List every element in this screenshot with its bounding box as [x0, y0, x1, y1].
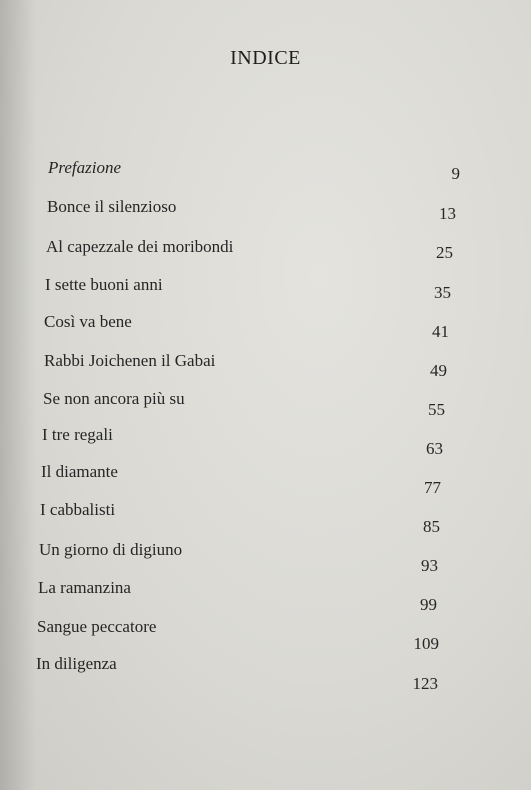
toc-entry-title: I sette buoni anni: [45, 275, 163, 294]
toc-entry-title: Un giorno di digiuno: [39, 540, 183, 559]
toc-entry-title: I cabbalisti: [40, 500, 116, 519]
toc-entry-page: 9: [451, 164, 460, 183]
toc-entry-title: Al capezzale dei moribondi: [46, 237, 234, 256]
toc-entry-title: Così va bene: [44, 312, 132, 331]
toc-entry-title: Prefazione: [48, 158, 122, 177]
toc-entry-page: 63: [426, 439, 443, 458]
toc-entry-title: I tre regali: [42, 425, 113, 444]
toc-entry-page: 93: [421, 556, 438, 575]
toc-entry-page: 55: [428, 400, 445, 419]
toc-entry-page: 77: [424, 478, 441, 497]
toc-entry-page: 109: [413, 634, 439, 653]
toc-entry-title: Se non ancora più su: [43, 389, 185, 408]
toc-entry-page: 49: [430, 361, 447, 380]
toc-entry-title: Il diamante: [41, 462, 118, 481]
toc-entry-page: 25: [436, 243, 453, 262]
toc-entry-title: Bonce il silenzioso: [47, 197, 177, 216]
toc-entry-page: 85: [423, 517, 440, 536]
toc-entry-title: La ramanzina: [38, 578, 131, 597]
page-title: INDICE: [230, 47, 301, 69]
toc-entry-page: 13: [439, 204, 456, 223]
toc-entry-page: 41: [432, 322, 449, 341]
toc-entry-title: Rabbi Joichenen il Gabai: [44, 351, 216, 370]
toc-entry-title: Sangue peccatore: [37, 617, 157, 636]
toc-entry-title: In diligenza: [36, 654, 117, 673]
toc-entry-page: 35: [434, 283, 451, 302]
toc-entry-page: 99: [420, 595, 437, 614]
toc-entry-page: 123: [412, 674, 438, 693]
